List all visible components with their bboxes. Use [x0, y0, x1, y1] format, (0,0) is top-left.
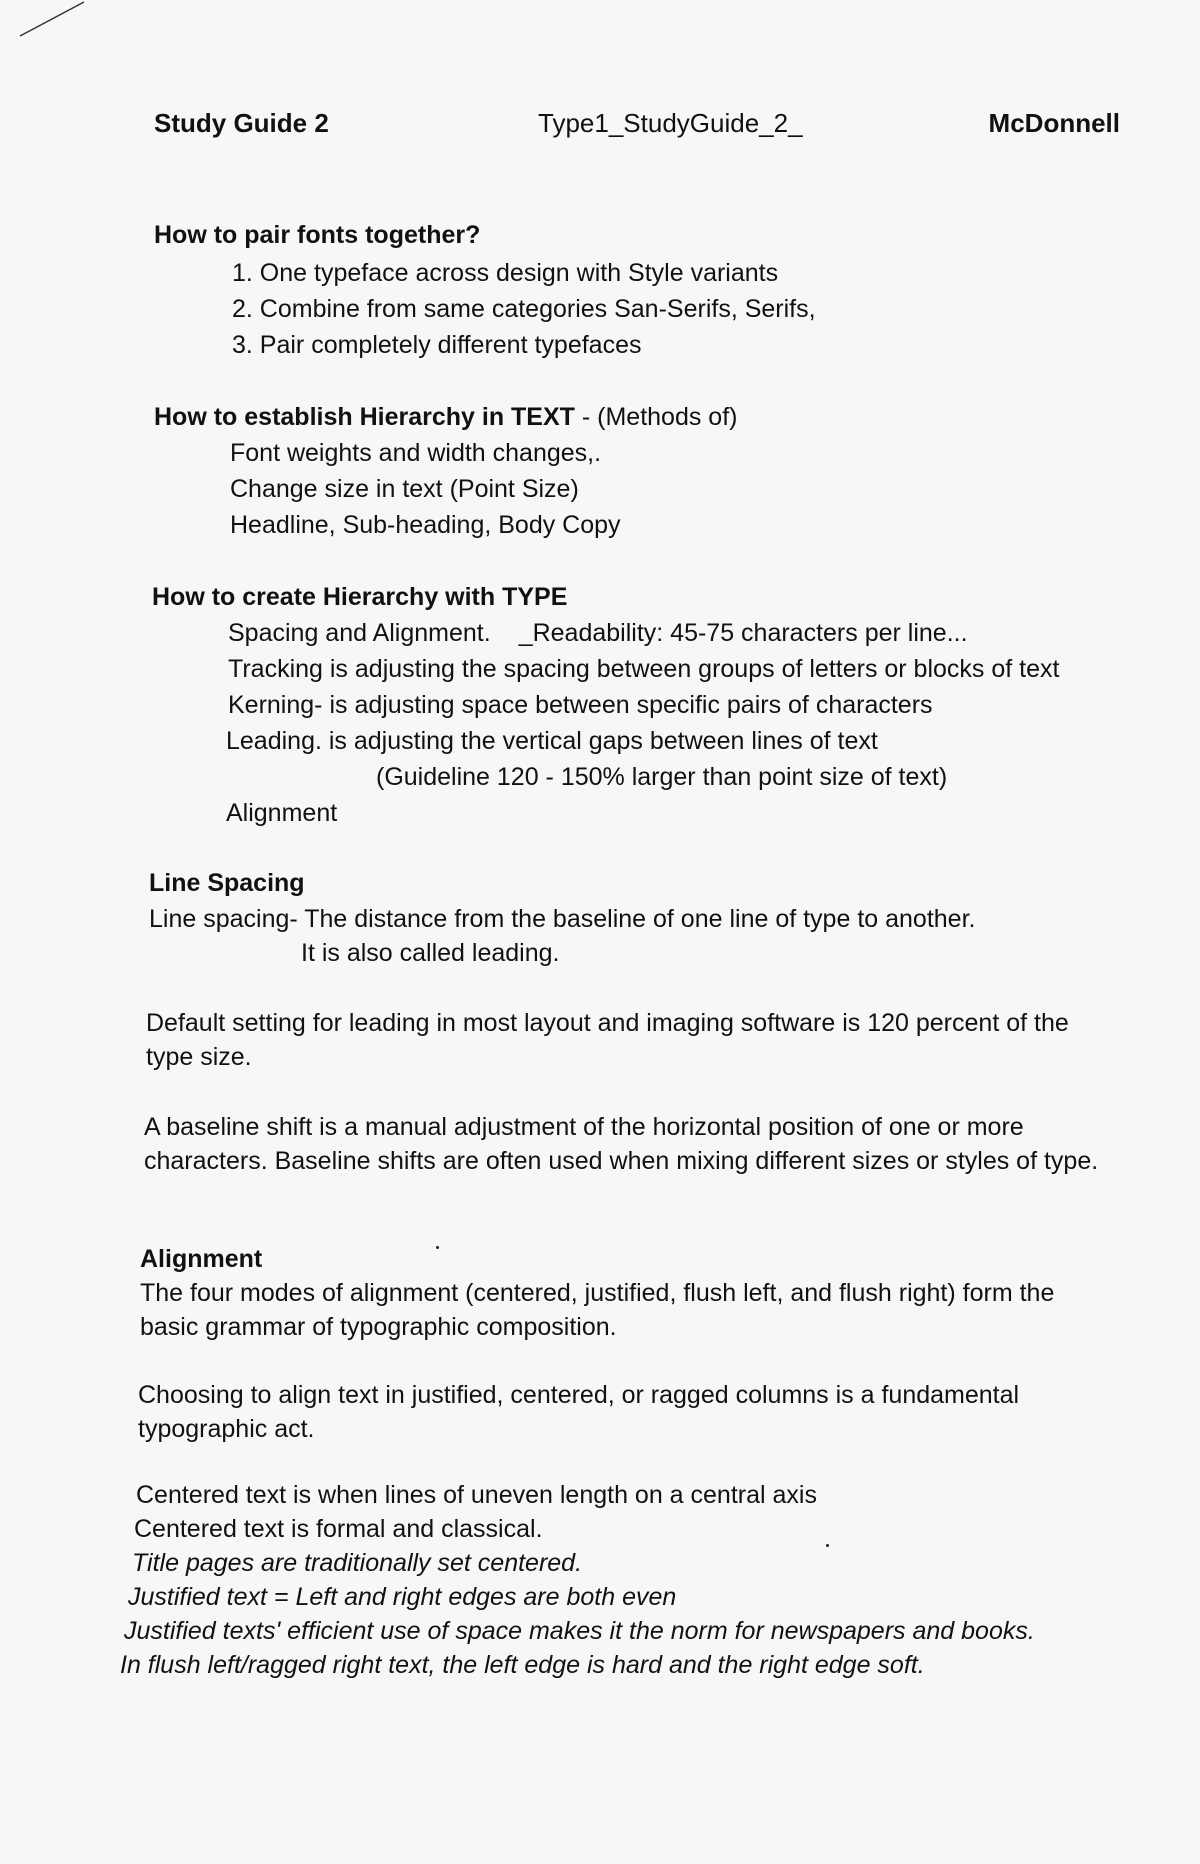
body-line: typographic act. — [138, 1415, 315, 1443]
section-heading-alignment: Alignment — [140, 1245, 263, 1273]
body-line: Justified texts' efficient use of space makes it the norm for newspapers and books. — [124, 1617, 1035, 1645]
page-header — [154, 108, 1120, 148]
list-item: 2. Combine from same categories San-Serifs, Serifs, — [232, 295, 816, 323]
body-line: Font weights and width changes,. — [230, 439, 602, 467]
readability-text: _Readability: 45-75 characters per line... — [518, 619, 968, 647]
body-line: Default setting for leading in most layout and imaging software is 120 percent of the — [146, 1009, 1069, 1037]
section-heading-line-spacing: Line Spacing — [149, 869, 305, 897]
guideline-note: (Guideline 120 - 150% larger than point size of text) — [376, 763, 948, 791]
body-line: Title pages are traditionally set centered. — [132, 1549, 583, 1577]
list-item: 3. Pair completely different typefaces — [232, 331, 642, 359]
body-line: type size. — [146, 1043, 252, 1071]
body-line: Leading. is adjusting the vertical gaps between lines of text — [226, 727, 878, 755]
body-line: Kerning- is adjusting space between specific pairs of characters — [228, 691, 933, 719]
body-line: In flush left/ragged right text, the left edge is hard and the right edge soft. — [120, 1651, 925, 1679]
section-heading-hierarchy-type: How to create Hierarchy with TYPE — [152, 583, 568, 611]
body-line: Choosing to align text in justified, centered, or ragged columns is a fundamental — [138, 1381, 1020, 1409]
body-line: A baseline shift is a manual adjustment of the horizontal position of one or more — [144, 1113, 1024, 1141]
section-heading-hierarchy-text — [154, 400, 738, 434]
heading-normal-part: - (Methods of) — [574, 403, 738, 431]
list-item: 1. One typeface across design with Style variants — [232, 259, 779, 287]
speck-mark — [436, 1246, 439, 1249]
speck-mark — [826, 1544, 829, 1547]
body-line — [228, 616, 968, 650]
heading-bold-part: How to establish Hierarchy in TEXT — [154, 403, 575, 431]
body-line: Change size in text (Point Size) — [230, 475, 579, 503]
pen-stroke-mark — [18, 0, 88, 40]
spacing-alignment-text: Spacing and Alignment. — [228, 619, 491, 647]
body-line: Centered text is when lines of uneven length on a central axis — [136, 1481, 817, 1509]
header-title: Study Guide 2 — [154, 108, 329, 138]
body-line: Tracking is adjusting the spacing between groups of letters or blocks of text — [228, 655, 1060, 683]
body-line: Justified text = Left and right edges are both even — [128, 1583, 677, 1611]
body-line: Alignment — [226, 799, 338, 827]
body-line: It is also called leading. — [301, 939, 560, 967]
body-line: Centered text is formal and classical. — [134, 1515, 543, 1543]
body-line: characters. Baseline shifts are often used when mixing different sizes or styles of type. — [144, 1147, 1099, 1175]
header-filename: Type1_StudyGuide_2_ — [538, 108, 803, 138]
body-line: Line spacing- The distance from the baseline of one line of type to another. — [149, 905, 976, 933]
header-author: McDonnell — [988, 108, 1120, 138]
body-line: basic grammar of typographic composition. — [140, 1313, 617, 1341]
section-heading-pair-fonts: How to pair fonts together? — [154, 221, 481, 249]
body-line: The four modes of alignment (centered, justified, flush left, and flush right) form the — [140, 1279, 1055, 1307]
body-line: Headline, Sub-heading, Body Copy — [230, 511, 621, 539]
